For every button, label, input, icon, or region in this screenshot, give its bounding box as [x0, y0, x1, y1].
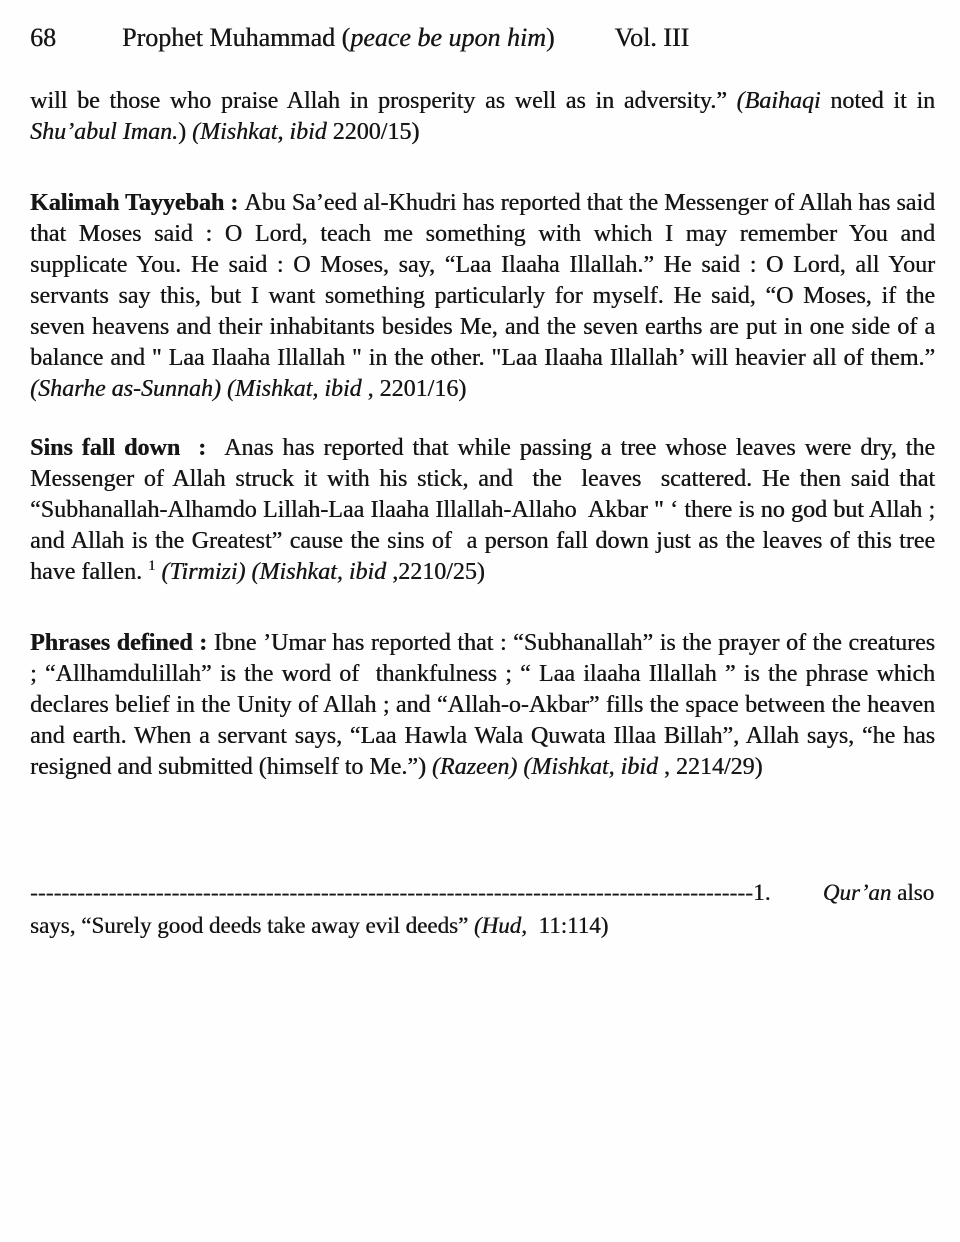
- paragraph-sins-fall-down: [30, 433, 941, 588]
- citation-razeen: (Razeen): [431, 754, 518, 780]
- paragraph-phrases-defined: [30, 628, 941, 783]
- citation-number: ,2210/25): [386, 559, 485, 585]
- footnote: [30, 877, 935, 941]
- footnote-separator-rule: --------------------------------------------------------------------------------------------1.: [30, 880, 771, 905]
- body-text: noted it in: [820, 88, 941, 114]
- book-title-honorific: peace be upon him: [350, 23, 546, 52]
- citation-mishkat: (Mishkat, ibid: [251, 559, 387, 585]
- citation-hud: (Hud,: [473, 913, 527, 938]
- citation-mishkat: (Mishkat, ibid: [191, 119, 327, 145]
- citation-sharhe-as-sunnah: (Sharhe as-Sunnah): [30, 376, 221, 402]
- footnote-text-line: [30, 910, 935, 941]
- paragraph-heading: Sins fall down :: [30, 435, 225, 461]
- paragraph-heading: Phrases defined :: [30, 630, 214, 656]
- volume-label: Vol. III: [614, 23, 690, 52]
- citation-tirmizi: (Tirmizi): [161, 559, 246, 585]
- footnote-text: also: [891, 880, 935, 905]
- body-text: Ibne ’Umar has reported that : “Subhanallah” is the prayer of the creatures ; “Allhamdulillah” is the word of thankfulness ; “ Laa ilaaha Illallah ” is the phrase which declares belief in the Unity of Allah ; and “Allah-o-Akbar” fills the space between the heaven and earth. When a servant says, “Laa Hawla Wala Quwata Illaa Billah”, Allah says, “he has resigned and submitted (himself to Me.”): [30, 630, 941, 780]
- footnote-verse-number: 11:114): [526, 913, 609, 938]
- body-text: will be those who praise Allah in prosperity as well as in adversity.”: [30, 88, 737, 114]
- citation-mishkat: (Mishkat, ibid: [226, 376, 362, 402]
- paragraph-adversity-continuation: [30, 86, 941, 148]
- body-text: Anas has reported that while passing a tree whose leaves were dry, the Messenger of Allah struck it with his stick, and the leaves scattered. He then said that “Subhanallah-Alhamdo Lillah-Laa Ilaaha Illallah-Allaho Akbar " ‘ there is no god but Allah ; and Allah is the Greatest” cause the sins of a person fall down just as the leaves of this tree have fallen.: [30, 435, 941, 585]
- paragraph-heading: Kalimah Tayyebah :: [30, 190, 245, 216]
- citation-number: , 2201/16): [361, 376, 467, 402]
- page-number: 68: [30, 23, 56, 52]
- citation-number: , 2214/29): [657, 754, 763, 780]
- footnote-text: says, “Surely good deeds take away evil deeds”: [30, 913, 474, 938]
- running-header: [30, 22, 935, 54]
- footnote-marker: 1: [147, 558, 156, 574]
- footnote-rule-line: [30, 877, 935, 908]
- footnote-source-quran: Qur’an: [822, 880, 892, 905]
- citation-number: 2200/15): [326, 119, 420, 145]
- body-text: ): [177, 119, 192, 145]
- book-title: [122, 22, 555, 54]
- citation-shuabul-iman: Shu’abul Iman.: [30, 119, 178, 145]
- paragraph-kalimah-tayyebah: [30, 188, 941, 405]
- citation-baihaqi: (Baihaqi: [736, 88, 821, 114]
- book-title-prefix: Prophet Muhammad (: [122, 23, 351, 52]
- book-title-suffix: ): [545, 23, 555, 52]
- body-text: Abu Sa’eed al-Khudri has reported that the Messenger of Allah has said that Moses said : O Lord, teach me something with which I may remember You and supplicate You. He said : O Moses, say, “Laa Ilaaha Illallah.” He said : O Lord, all Your servants say this, but I want something particularly for myself. He said, “O Moses, if the seven heavens and their inhabitants besides Me, and the seven earths are put in one side of a balance and " Laa Ilaaha Illallah " in the other. "Laa Ilaaha Illallah’ will heavier all of them.”: [30, 190, 941, 371]
- citation-mishkat: (Mishkat, ibid: [523, 754, 658, 780]
